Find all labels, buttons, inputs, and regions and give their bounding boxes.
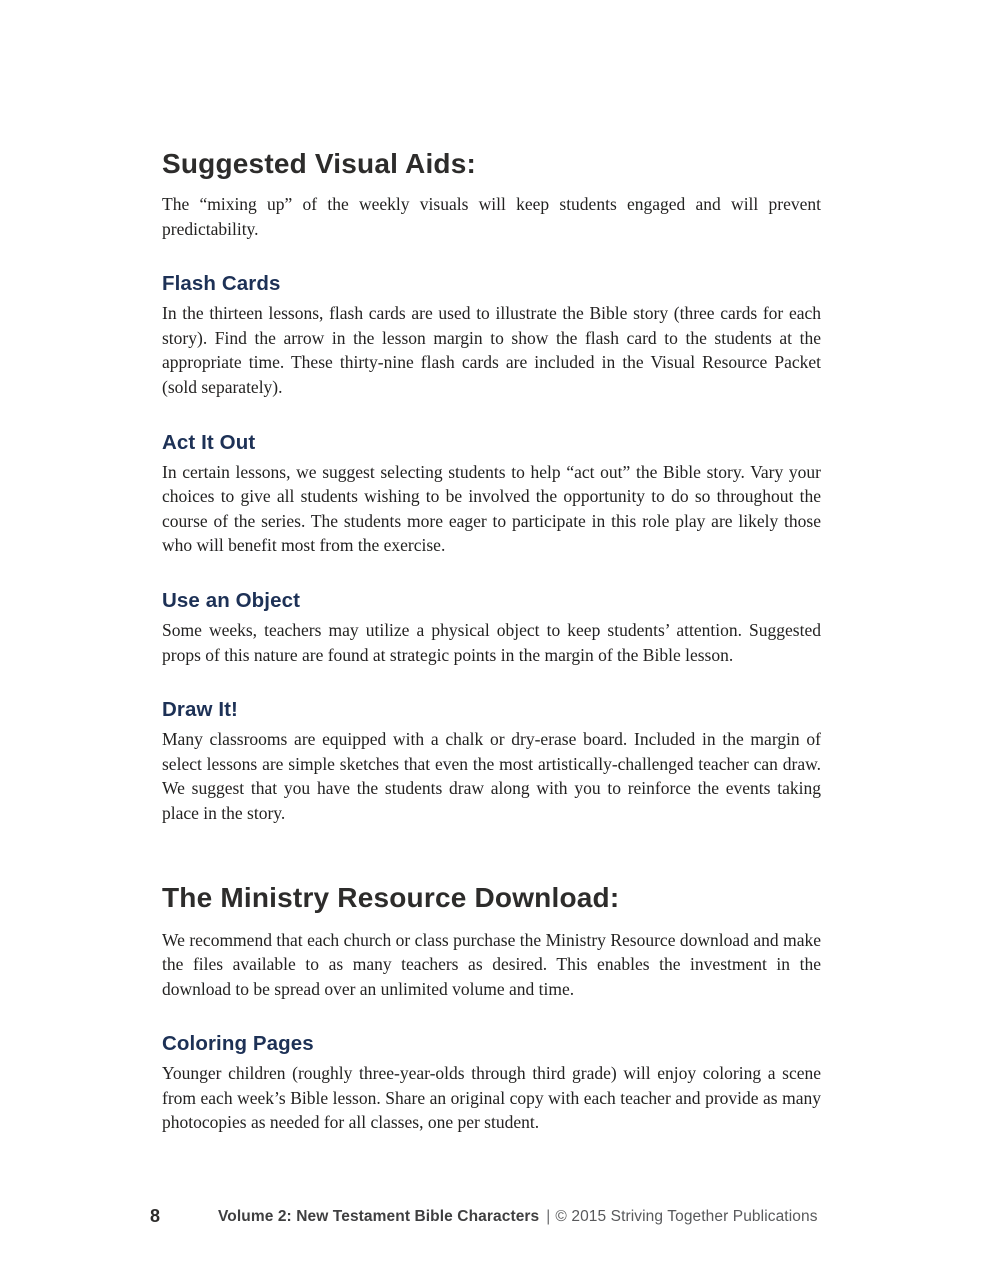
footer-line	[218, 1208, 818, 1226]
section-use-an-object	[162, 589, 821, 667]
footer-separator: |	[546, 1208, 551, 1225]
footer-book-title: Volume 2: New Testament Bible Characters	[218, 1208, 540, 1225]
section-heading: Use an Object	[162, 588, 301, 612]
page-title-suggested-visual-aids: Suggested Visual Aids:	[162, 148, 477, 179]
footer-copyright: © 2015 Striving Together Publications	[555, 1208, 818, 1225]
section-body: Younger children (roughly three-year-olds through third grade) will enjoy coloring a scene from each week’s Bible lesson. Share an original copy with each teacher and provide as many photocopies as needed for all classes, one per student.	[162, 1063, 821, 1133]
intro-paragraph: The “mixing up” of the weekly visuals will keep students engaged and will prevent predictability.	[162, 194, 821, 239]
section-heading: Act It Out	[162, 430, 256, 454]
section-flash-cards	[162, 272, 821, 399]
intro-paragraph: We recommend that each church or class purchase the Ministry Resource download and make the files available to as many teachers as desired. This enables the investment in the download to be spread over an unlimited volume and time.	[162, 929, 821, 999]
page-footer	[0, 1206, 989, 1232]
section-heading: Draw It!	[162, 698, 238, 722]
section-heading: Flash Cards	[162, 272, 281, 296]
section-body: In certain lessons, we suggest selecting students to help “act out” the Bible story. Vary your choices to give all students wishing to be involved the opportunity to do so throughout the course of the series. The students more eager to participate in this role play are likely those who will benefit most from the exercise.	[162, 461, 821, 556]
page-title-ministry-resource-download: The Ministry Resource Download:	[162, 881, 620, 913]
ministry-resource-block	[162, 881, 821, 1136]
page-number: 8	[150, 1206, 161, 1226]
section-body: Many classrooms are equipped with a chalk or dry-erase board. Included in the margin of select lessons are simple sketches that even the most artistically-challenged teacher can draw. We suggest that you have the students draw along with you to reinforce the events taking place in the story.	[162, 729, 821, 823]
section-body: Some weeks, teachers may utilize a physical object to keep students’ attention. Suggested props of this nature are found at strategic points in the margin of the Bible lesson.	[162, 619, 821, 665]
section-coloring-pages	[162, 1032, 821, 1135]
section-heading: Coloring Pages	[162, 1032, 314, 1056]
section-draw-it	[162, 698, 821, 825]
section-body: In the thirteen lessons, flash cards are used to illustrate the Bible story (three cards for each story). Find the arrow in the lesson margin to show the flash card to the students at the appropriate time. These thirty-nine flash cards are included in the Visual Resource Packet (sold separately).	[162, 303, 821, 397]
page-content	[162, 147, 821, 1135]
section-act-it-out	[162, 431, 821, 558]
